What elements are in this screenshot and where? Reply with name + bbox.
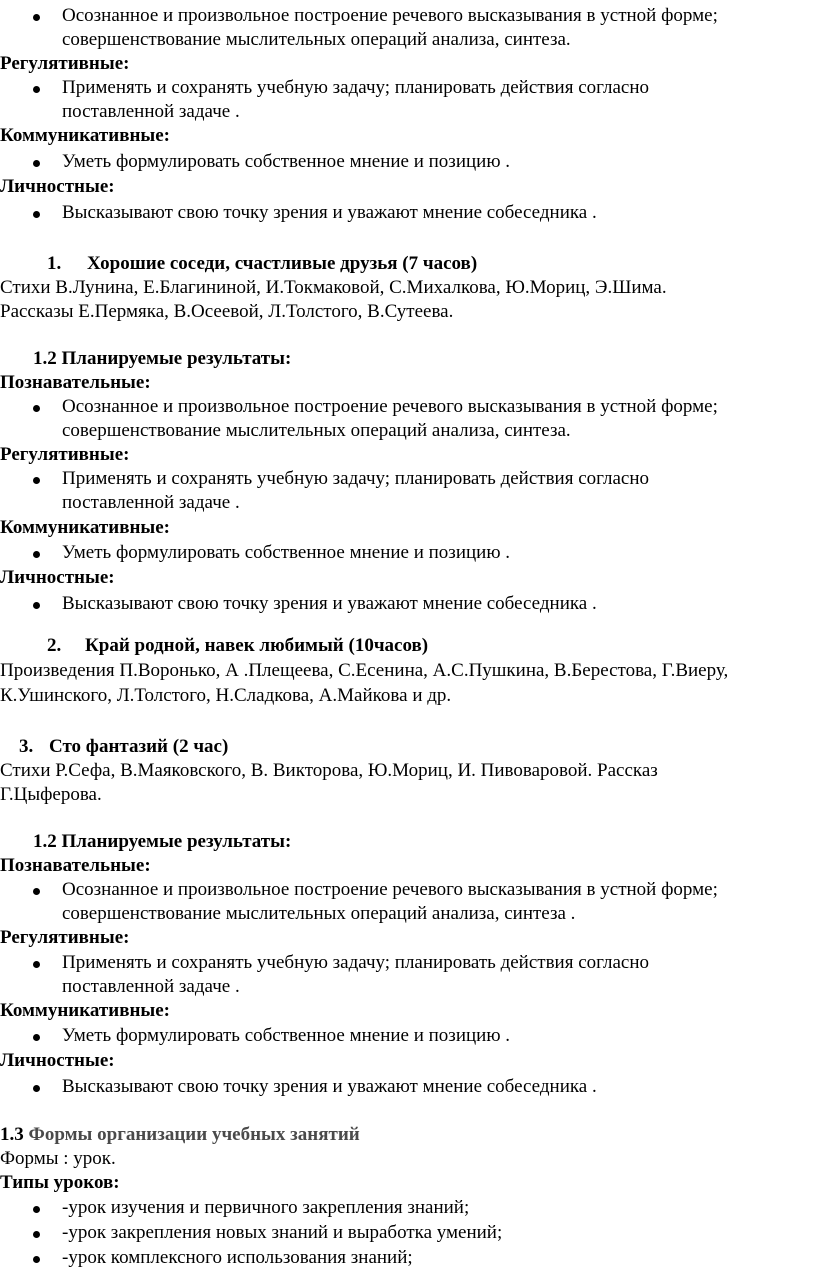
section-heading: Личностные: [0, 567, 115, 588]
bullet-text [62, 467, 812, 515]
paragraph-line: Формы : урок. [0, 1148, 116, 1169]
bullet-dot-icon [33, 405, 40, 412]
bullet-line: Применять и сохранять учебную задачу; планировать действия согласно [62, 468, 649, 489]
bullet-text [62, 1221, 812, 1245]
bullet-line: поставленной задаче . [62, 492, 240, 513]
bullet-line: Уметь формулировать собственное мнение и позицию . [62, 1025, 511, 1046]
bullet-dot-icon [33, 14, 40, 21]
paragraph-line: Стихи В.Лунина, Е.Благининой, И.Токмаковой, С.Михалкова, Ю.Мориц, Э.Шима. [0, 277, 667, 298]
bullet-line: Высказывают свою точку зрения и уважают мнение собеседника . [62, 202, 597, 223]
heading-number: 3. [19, 736, 34, 757]
bullet-line: Применять и сохранять учебную задачу; планировать действия согласно [62, 77, 649, 98]
section-heading: Коммуникативные: [0, 517, 170, 538]
bullet-text [62, 1196, 812, 1220]
bullet-dot-icon [33, 1231, 40, 1238]
bullet-dot-icon [33, 1256, 40, 1263]
bullet-line: Осознанное и произвольное построение речевого высказывания в устной форме; [62, 396, 718, 417]
bullet-line: Осознанное и произвольное построение речевого высказывания в устной форме; [62, 5, 718, 26]
bullet-text [62, 1075, 812, 1099]
heading-title: Край родной, навек любимый (10часов) [85, 635, 429, 656]
bullet-text [62, 951, 812, 999]
bullet-dot-icon [33, 1034, 40, 1041]
section-heading-forms [0, 1123, 360, 1147]
bullet-dot-icon [33, 86, 40, 93]
bullet-text [62, 878, 812, 926]
heading-rest: Формы организации учебных занятий [28, 1124, 360, 1145]
bullet-dot-icon [33, 888, 40, 895]
bullet-dot-icon [33, 602, 40, 609]
bullet-dot-icon [33, 961, 40, 968]
section-heading: Личностные: [0, 1050, 115, 1071]
bullet-text [62, 150, 812, 174]
heading-number: 1. [47, 253, 62, 274]
section-heading: Познавательные: [0, 855, 151, 876]
section-heading: Типы уроков: [0, 1172, 120, 1193]
paragraph-line: Стихи Р.Сефа, В.Маяковского, В. Викторова, Ю.Мориц, И. Пивоваровой. Рассказ [0, 760, 658, 781]
section-heading: Регулятивные: [0, 444, 130, 465]
heading-title: Сто фантазий (2 час) [49, 736, 229, 757]
heading-title: Хорошие соседи, счастливые друзья (7 часов) [87, 253, 478, 274]
bullet-line: поставленной задаче . [62, 101, 240, 122]
section-heading: Регулятивные: [0, 53, 130, 74]
bullet-dot-icon [33, 477, 40, 484]
bullet-line: совершенствование мыслительных операций анализа, синтеза. [62, 420, 571, 441]
section-heading: Коммуникативные: [0, 125, 170, 146]
section-heading: Познавательные: [0, 372, 151, 393]
section-heading: Коммуникативные: [0, 1000, 170, 1021]
paragraph-line: Рассказы Е.Пермяка, В.Осеевой, Л.Толстого, В.Сутеева. [0, 301, 454, 322]
bullet-dot-icon [33, 551, 40, 558]
bullet-line: совершенствование мыслительных операций анализа, синтеза . [62, 903, 576, 924]
section-heading: Личностные: [0, 176, 115, 197]
heading-number: 2. [47, 635, 62, 656]
bullet-line: -урок изучения и первичного закрепления знаний; [62, 1197, 470, 1218]
bullet-text [62, 395, 812, 443]
bullet-text [62, 592, 812, 616]
bullet-line: поставленной задаче . [62, 976, 240, 997]
bullet-text [62, 4, 812, 52]
bullet-line: Высказывают свою точку зрения и уважают мнение собеседника . [62, 593, 597, 614]
bullet-line: Высказывают свою точку зрения и уважают мнение собеседника . [62, 1076, 597, 1097]
bullet-line: Уметь формулировать собственное мнение и позицию . [62, 542, 511, 563]
bullet-text [62, 1024, 812, 1048]
bullet-dot-icon [33, 1206, 40, 1213]
bullet-text [62, 76, 812, 124]
heading-prefix: 1.3 [0, 1124, 29, 1145]
bullet-text [62, 201, 812, 225]
paragraph-line: Г.Цыферова. [0, 784, 102, 805]
bullet-dot-icon [33, 211, 40, 218]
bullet-line: Применять и сохранять учебную задачу; планировать действия согласно [62, 952, 649, 973]
bullet-dot-icon [33, 1085, 40, 1092]
bullet-text [62, 541, 812, 565]
bullet-line: -урок комплексного использования знаний; [62, 1247, 413, 1268]
paragraph-line: Произведения П.Воронько, А .Плещеева, С.Есенина, А.С.Пушкина, В.Берестова, Г.Виеру, [0, 660, 729, 681]
bullet-line: Уметь формулировать собственное мнение и позицию . [62, 151, 511, 172]
bullet-line: совершенствование мыслительных операций анализа, синтеза. [62, 29, 571, 50]
subsection-heading: 1.2 Планируемые результаты: [33, 831, 292, 852]
subsection-heading: 1.2 Планируемые результаты: [33, 348, 292, 369]
bullet-text [62, 1246, 812, 1270]
bullet-line: -урок закрепления новых знаний и выработка умений; [62, 1222, 503, 1243]
paragraph-line: К.Ушинского, Л.Толстого, Н.Сладкова, А.Майкова и др. [0, 685, 452, 706]
section-heading: Регулятивные: [0, 927, 130, 948]
bullet-dot-icon [33, 160, 40, 167]
bullet-line: Осознанное и произвольное построение речевого высказывания в устной форме; [62, 879, 718, 900]
